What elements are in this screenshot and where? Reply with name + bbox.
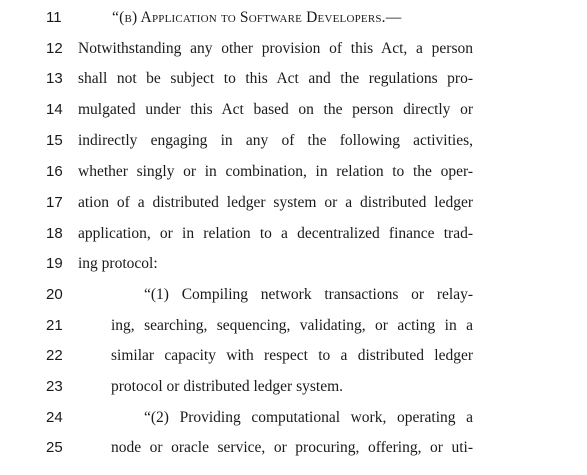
line-text: similar capacity with respect to a distributed ledger: [111, 347, 473, 364]
document-line: [0, 157, 587, 187]
line-text: ing, searching, sequencing, validating, or acting in a: [111, 317, 473, 334]
line-text: ation of a distributed ledger system or a distributed ledger: [78, 194, 473, 211]
document-line: [0, 341, 587, 371]
line-text: application, or in relation to a decentralized finance trad-: [78, 225, 473, 242]
line-number: 25: [46, 439, 63, 456]
document-line: [0, 126, 587, 156]
line-number: 20: [46, 286, 63, 303]
document-line: [0, 219, 587, 249]
line-text: indirectly engaging in any of the following activities,: [78, 132, 473, 149]
document-line: [0, 34, 587, 64]
line-number: 16: [46, 163, 63, 180]
line-text: Notwithstanding any other provision of this Act, a person: [78, 40, 473, 57]
line-number: 13: [46, 70, 63, 87]
line-number: 12: [46, 40, 63, 57]
document-line: [0, 280, 587, 310]
line-number: 14: [46, 101, 63, 118]
line-number: 21: [46, 317, 63, 334]
line-number: 23: [46, 378, 63, 395]
line-text: “(2) Providing computational work, operating a: [144, 409, 473, 426]
document-line: [0, 249, 587, 279]
document-line: [0, 403, 587, 433]
line-number: 19: [46, 255, 63, 272]
line-number: 24: [46, 409, 63, 426]
line-number: 15: [46, 132, 63, 149]
line-text: protocol or distributed ledger system.: [111, 378, 344, 395]
document-line: [0, 95, 587, 125]
line-number: 18: [46, 225, 63, 242]
line-text: node or oracle service, or procuring, offering, or uti-: [111, 439, 473, 456]
line-text: shall not be subject to this Act and the regulations pro-: [78, 70, 473, 87]
line-number: 17: [46, 194, 63, 211]
document-line: [0, 311, 587, 341]
document-line: [0, 188, 587, 218]
line-text: ing protocol:: [78, 255, 158, 272]
line-text: mulgated under this Act based on the person directly or: [78, 101, 473, 118]
section-heading: “(b) Application to Software Developers.—: [112, 9, 402, 26]
document-line: [0, 433, 587, 463]
document-line: [0, 372, 587, 402]
line-text: “(1) Compiling network transactions or relay-: [144, 286, 473, 303]
line-number: 22: [46, 347, 63, 364]
document-line: [0, 3, 587, 33]
document-line: [0, 64, 587, 94]
line-text: whether singly or in combination, in relation to the oper-: [78, 163, 473, 180]
line-number: 11: [46, 9, 62, 26]
